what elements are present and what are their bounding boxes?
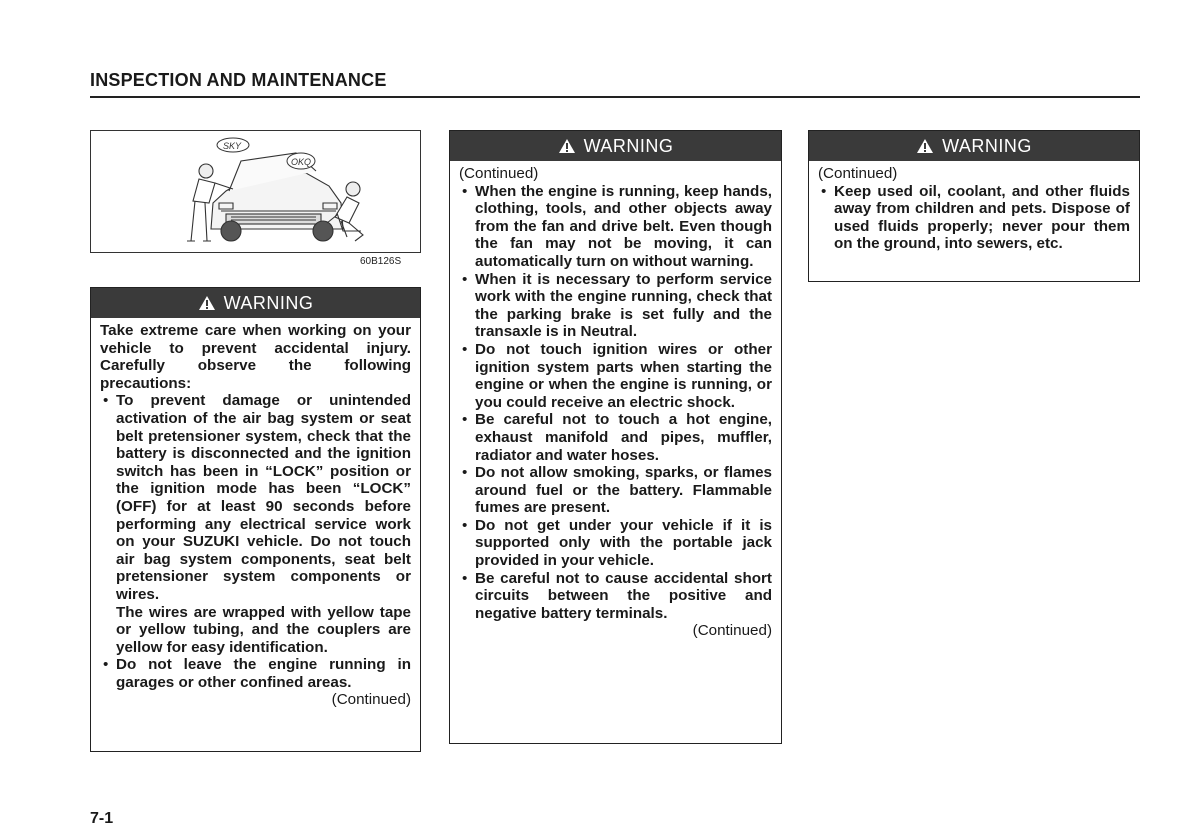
continued-label: (Continued) bbox=[692, 622, 772, 640]
continued-label: (Continued) bbox=[818, 165, 898, 182]
figure-sign-2: OKQ bbox=[291, 157, 312, 167]
continued-label: (Continued) bbox=[331, 691, 411, 709]
warning-bullet: • When the engine is running, keep hands, clothing, tools, and other objects away from the fan and drive belt. Even though the fan may not be moving, it can automatically turn on without warning. bbox=[459, 183, 772, 271]
warning-bullet: • Do not get under your vehicle if it is supported only with the portable jack provided in your vehicle. bbox=[459, 517, 772, 570]
warning-triangle-icon bbox=[558, 138, 576, 154]
figure-code: 60B126S bbox=[360, 256, 402, 267]
warning-header bbox=[809, 131, 1139, 161]
warning-bullet: • When it is necessary to perform service work with the engine running, check that the parking brake is set fully and the transaxle is in Neutral. bbox=[459, 271, 772, 341]
mechanics-illustration bbox=[91, 131, 420, 252]
warning-box-1 bbox=[90, 287, 421, 752]
illustration-frame bbox=[90, 130, 421, 253]
warning-body bbox=[91, 318, 420, 709]
warning-header bbox=[91, 288, 420, 318]
warning-header bbox=[450, 131, 781, 161]
figure-sign-1: SKY bbox=[223, 141, 242, 151]
warning-box-3 bbox=[808, 130, 1140, 282]
section-title: INSPECTION AND MAINTENANCE bbox=[90, 70, 387, 90]
page-number: 7-1 bbox=[90, 810, 114, 827]
warning-bullet: • Be careful not to cause accidental short circuits between the positive and negative battery terminals. bbox=[459, 570, 772, 623]
warning-triangle-icon bbox=[198, 295, 216, 311]
warning-intro: Take extreme care when working on your vehicle to prevent accidental injury. Carefully observe the following precautions: bbox=[100, 322, 411, 392]
warning-box-2 bbox=[449, 130, 782, 744]
warning-bullet-extra: The wires are wrapped with yellow tape or yellow tubing, and the couplers are yellow for easy identification. bbox=[116, 603, 411, 656]
warning-body bbox=[809, 161, 1139, 253]
warning-bullet: • Keep used oil, coolant, and other fluids away from children and pets. Dispose of used fluids properly; never pour them on the ground, into sewers, etc. bbox=[818, 183, 1130, 253]
warning-label: WARNING bbox=[942, 136, 1032, 156]
warning-bullet: • Do not touch ignition wires or other ignition system parts when starting the engine or when the engine is running, or you could receive an electric shock. bbox=[459, 341, 772, 411]
warning-bullet: • Do not allow smoking, sparks, or flames around fuel or the battery. Flammable fumes are present. bbox=[459, 464, 772, 517]
warning-label: WARNING bbox=[583, 136, 674, 156]
warning-bullet: • Do not leave the engine running in garages or other confined areas. bbox=[100, 656, 411, 691]
warning-body bbox=[450, 161, 781, 640]
warning-bullet: • Be careful not to touch a hot engine, exhaust manifold and pipes, muffler, radiator and water hoses. bbox=[459, 411, 772, 464]
warning-label: WARNING bbox=[223, 293, 314, 313]
header-rule bbox=[90, 96, 1140, 98]
warning-bullet: • To prevent damage or unintended activation of the air bag system or seat belt pretensioner system, check that the battery is disconnected and the ignition switch has been in “LOCK” position or the ignition mode has been “LOCK” (OFF) for at least 90 seconds before performing any electrical service work on your SUZUKI vehicle. Do not touch air bag system components, seat belt pretensioner system components or wires. bbox=[100, 392, 411, 603]
continued-label: (Continued) bbox=[459, 165, 539, 182]
warning-triangle-icon bbox=[916, 138, 934, 154]
